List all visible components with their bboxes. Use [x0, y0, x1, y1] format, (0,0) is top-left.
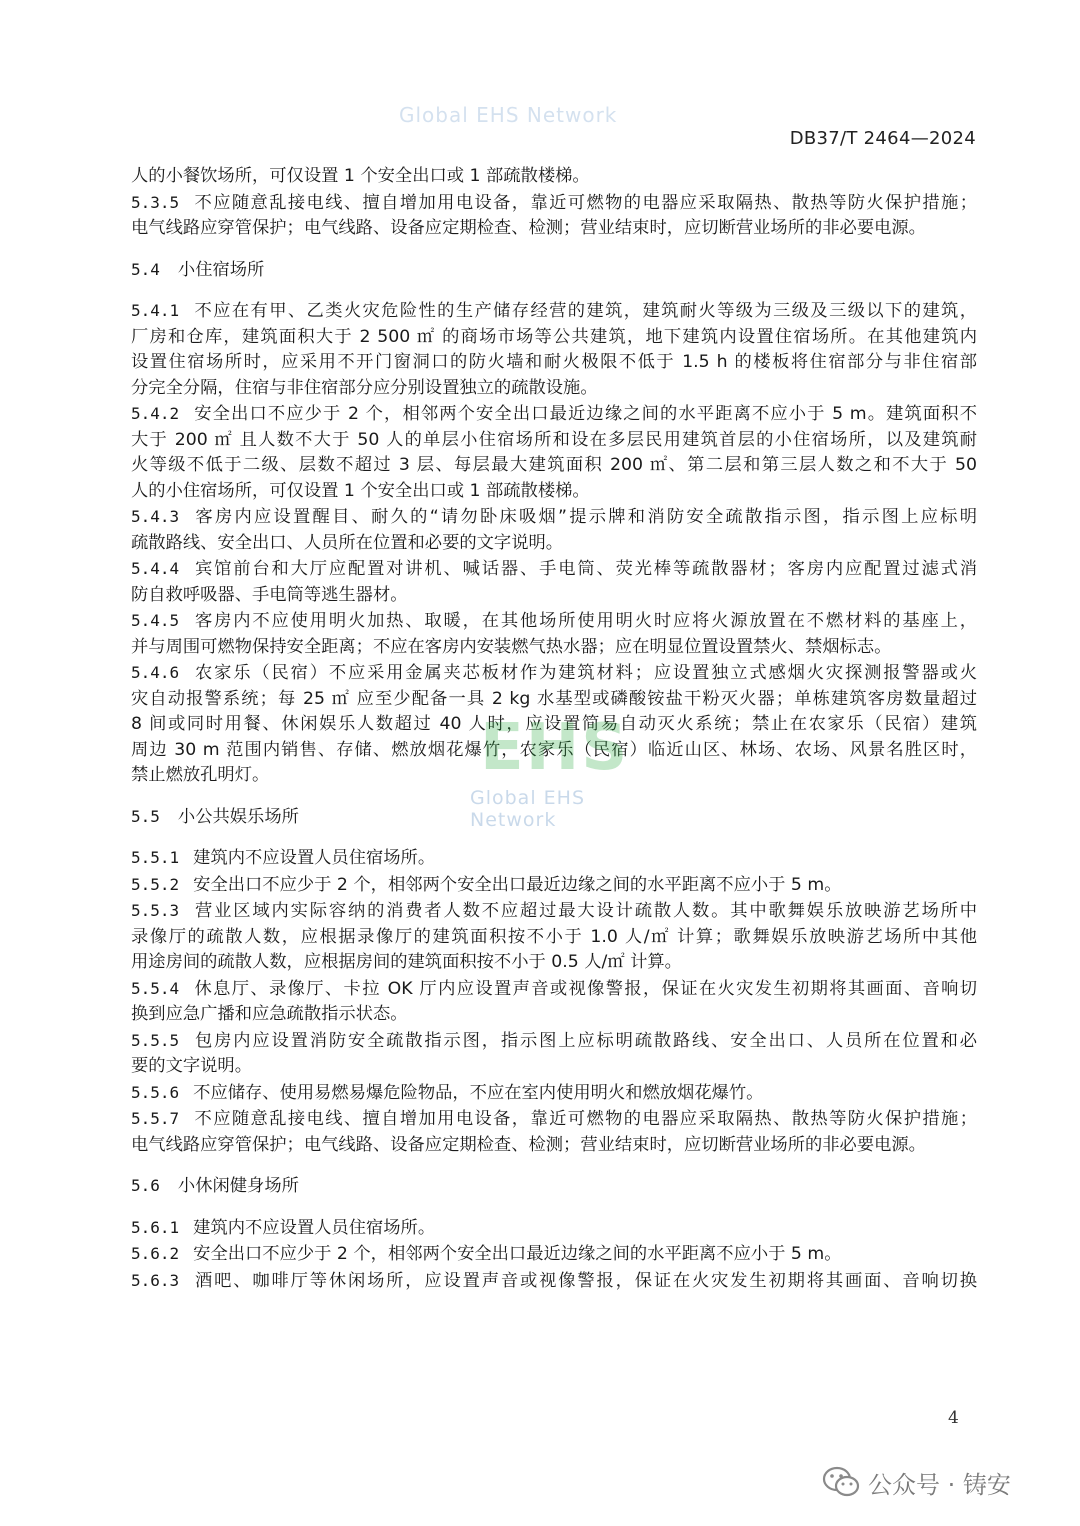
text-line [131, 1080, 977, 1107]
clause-number: 5.5.6 [131, 1082, 180, 1102]
clause-number: 5.5.4 [131, 978, 180, 998]
clause-text: 换到应急广播和应急疏散指示状态。 [131, 1004, 408, 1024]
text-line [131, 376, 977, 402]
clause-text: 包房内应设置消防安全疏散指示图，指示图上应标明疏散路线、安全出口、人员所在位置和必 [193, 1030, 977, 1051]
clause-text: 宾馆前台和大厅应配置对讲机、喊话器、手电筒、荧光棒等疏散器材；客房内应配置过滤式消 [193, 559, 977, 579]
text-line [131, 401, 977, 428]
clause-number: 5.4.4 [131, 559, 180, 578]
wechat-icon [822, 1466, 860, 1498]
clause-text: 营业区域内实际容纳的消费者人数不应超过最大设计疏散人数。其中歌舞娱乐放映游艺场所中 [193, 901, 977, 921]
clause-text: 要的文字说明。 [131, 1056, 252, 1076]
clause-number: 5.4.2 [131, 404, 180, 423]
clause-number: 5.6.1 [131, 1217, 180, 1237]
clause-text: 建筑内不应设置人员住宿场所。 [193, 848, 436, 868]
text-line [131, 738, 977, 764]
clause-text: 用途房间的疏散人数，应根据房间的建筑面积按不小于 0.5 人/㎡ 计算。 [131, 952, 682, 972]
clause-text: 大于 200 ㎡ 且人数不大于 50 人的单层小住宿场所和设在多层民用建筑首层的小住宿场所，以及建筑耐 [131, 429, 977, 450]
text-line [131, 925, 977, 951]
clause-text: 周边 30 m 范围内销售、存储、燃放烟花爆竹，农家乐（民宿）临近山区、林场、农场、风景名胜区时， [131, 739, 977, 760]
clause-paragraph [131, 976, 977, 1028]
document-body [131, 164, 977, 1294]
clause-text: 防自救呼吸器、手电筒等逃生器材。 [131, 584, 408, 605]
watermark-subtext: Global EHS Network [470, 787, 586, 831]
text-line [131, 531, 977, 557]
clause-text: 安全出口不应少于 2 个，相邻两个安全出口最近边缘之间的水平距离不应小于 5 m。 [193, 1244, 842, 1264]
clause-paragraph [131, 608, 977, 660]
text-line [131, 350, 977, 376]
clause-number: 5.4.6 [131, 663, 180, 682]
clause-paragraph [131, 898, 977, 976]
section-number: 5.5 [131, 806, 160, 826]
clause-paragraph [131, 1028, 977, 1080]
text-line [131, 583, 977, 609]
clause-paragraph [131, 190, 977, 242]
clause-paragraph [131, 660, 977, 789]
text-line [131, 660, 977, 687]
clause-text: 安全出口不应少于 2 个，相邻两个安全出口最近边缘之间的水平距离不应小于 5 m。 [193, 874, 842, 895]
text-line [131, 763, 977, 789]
text-line [131, 950, 977, 976]
clause-text: 农家乐（民宿）不应采用金属夹芯板材作为建筑材料；应设置独立式感烟火灾探测报警器或火 [193, 663, 977, 683]
clause-text: 休息厅、录像厅、卡拉 OK 厅内应设置声音或视像警报，保证在火灾发生初期将其画面、音响切 [193, 978, 977, 999]
clause-text: 疏散路线、安全出口、人员所在位置和必要的文字说明。 [131, 532, 564, 553]
text-line [131, 872, 977, 899]
clause-text: 建筑内不应设置人员住宿场所。 [193, 1217, 436, 1238]
text-line [131, 1054, 977, 1080]
text-line [131, 1028, 977, 1055]
text-line [131, 504, 977, 531]
document-code: DB37/T 2464—2024 [789, 128, 976, 149]
text-line [131, 428, 977, 454]
text-line [131, 712, 977, 738]
clause-paragraph [131, 1080, 977, 1107]
text-line [131, 216, 977, 242]
section-number: 5.6 [131, 1176, 160, 1195]
clause-number: 5.5.3 [131, 901, 180, 920]
clause-number: 5.4.3 [131, 507, 180, 526]
account-name: 公众号 · 铸安 [868, 1470, 1011, 1499]
text-line [131, 635, 977, 661]
clause-number: 5.4.1 [131, 301, 180, 320]
clause-number: 5.6.3 [131, 1270, 180, 1290]
clause-text: 酒吧、咖啡厅等休闲场所，应设置声音或视像警报，保证在火灾发生初期将其画面、音响切换 [193, 1270, 977, 1291]
clause-text: 灾自动报警系统；每 25 ㎡ 应至少配备一具 2 kg 水基型或磷酸铵盐干粉灭火器；单栋建筑客房数量超过 [131, 688, 977, 709]
clause-text: 客房内不应使用明火加热、取暖，在其他场所使用明火时应将火源放置在不燃材料的基座上， [193, 611, 977, 631]
clause-paragraph [131, 556, 977, 608]
clause-number: 5.6.2 [131, 1244, 180, 1263]
clause-paragraph [131, 1215, 977, 1242]
clause-paragraph [131, 845, 977, 872]
clause-text: 人的小住宿场所，可仅设置 1 个安全出口或 1 部疏散楼梯。 [131, 480, 590, 501]
watermark-logo-text: EHS [480, 711, 630, 785]
clause-paragraph [131, 298, 977, 401]
clause-number: 5.4.5 [131, 611, 180, 630]
clause-paragraph [131, 164, 977, 190]
section-heading [131, 804, 977, 831]
clause-text: 不应在有甲、乙类火灾危险性的生产储存经营的建筑，建筑耐火等级为三级及三级以下的建筑， [193, 301, 977, 321]
clause-text: 火等级不低于二级、层数不超过 3 层、每层最大建筑面积 200 ㎡、第二层和第三层人数之和不大于 50 [131, 455, 977, 475]
clause-paragraph [131, 1106, 977, 1158]
clause-text: 安全出口不应少于 2 个，相邻两个安全出口最近边缘之间的水平距离不应小于 5 m。建筑面积不 [193, 404, 977, 424]
text-line [131, 298, 977, 325]
clause-text: 设置住宿场所时，应采用不开门窗洞口的防火墙和耐火极限不低于 1.5 h 的楼板将住宿部分与非住宿部 [131, 352, 977, 372]
page-number: 4 [948, 1408, 959, 1428]
clause-text: 分完全分隔，住宿与非住宿部分应分别设置独立的疏散设施。 [131, 377, 598, 398]
section-heading [131, 257, 977, 284]
text-line [131, 1268, 977, 1295]
clause-paragraph [131, 872, 977, 899]
clause-text: 电气线路应穿管保护；电气线路、设备应定期检查、检测；营业结束时，应切断营业场所的非必要电源。 [131, 218, 926, 238]
clause-number: 5.5.1 [131, 848, 180, 867]
clause-text: 客房内应设置醒目、耐久的“请勿卧床吸烟”提示牌和消防安全疏散指示图，指示图上应标明 [193, 507, 977, 527]
clause-paragraph [131, 1268, 977, 1295]
text-line [131, 325, 977, 351]
text-line [131, 898, 977, 925]
clause-number: 5.5.5 [131, 1030, 180, 1050]
section-title: 小休闲健身场所 [177, 1176, 299, 1196]
text-line [131, 556, 977, 583]
clause-text: 并与周围可燃物保持安全距离；不应在客房内安装燃气热水器；应在明显位置设置禁火、禁烟标志。 [131, 636, 892, 657]
clause-paragraph [131, 401, 977, 504]
section-heading [131, 1173, 977, 1200]
clause-text: 厂房和仓库，建筑面积大于 2 500 ㎡ 的商场市场等公共建筑，地下建筑内设置住宿场所。在其他建筑内 [131, 326, 977, 347]
text-line [131, 687, 977, 713]
text-line [131, 845, 977, 872]
clause-text: 8 间或同时用餐、休闲娱乐人数超过 40 人时，应设置简易自动灭火系统；禁止在农家乐（民宿）建筑 [131, 714, 977, 734]
text-line [131, 1002, 977, 1028]
text-line [131, 453, 977, 479]
section-title: 小公共娱乐场所 [177, 806, 299, 827]
text-line [131, 1106, 977, 1133]
clause-paragraph [131, 1241, 977, 1268]
clause-number: 5.5.2 [131, 874, 180, 894]
section-title: 小住宿场所 [177, 259, 265, 280]
clause-text: 录像厅的疏散人数，应根据录像厅的建筑面积按不小于 1.0 人/㎡ 计算；歌舞娱乐放映游艺场所中其他 [131, 926, 977, 947]
watermark-top-text: Global EHS Network [399, 103, 618, 127]
clause-paragraph [131, 504, 977, 556]
clause-text: 电气线路应穿管保护；电气线路、设备应定期检查、检测；营业结束时，应切断营业场所的非必要电源。 [131, 1134, 926, 1155]
text-line [131, 976, 977, 1003]
text-line [131, 1133, 977, 1159]
text-line [131, 1215, 977, 1242]
text-line [131, 1241, 977, 1268]
text-line [131, 608, 977, 635]
text-line [131, 164, 977, 190]
clause-text: 不应储存、使用易燃易爆危险物品，不应在室内使用明火和燃放烟花爆竹。 [193, 1082, 764, 1103]
clause-text: 禁止燃放孔明灯。 [131, 765, 270, 785]
section-number: 5.4 [131, 259, 160, 279]
clause-number: 5.3.5 [131, 192, 180, 212]
wechat-account-label [822, 1466, 1011, 1498]
clause-text: 不应随意乱接电线、擅自增加用电设备，靠近可燃物的电器应采取隔热、散热等防火保护措施； [193, 1109, 977, 1129]
text-line [131, 190, 977, 217]
clause-text: 不应随意乱接电线、擅自增加用电设备，靠近可燃物的电器应采取隔热、散热等防火保护措施； [193, 192, 977, 213]
clause-number: 5.5.7 [131, 1109, 180, 1128]
text-line [131, 479, 977, 505]
clause-text: 人的小餐饮场所，可仅设置 1 个安全出口或 1 部疏散楼梯。 [131, 166, 590, 186]
